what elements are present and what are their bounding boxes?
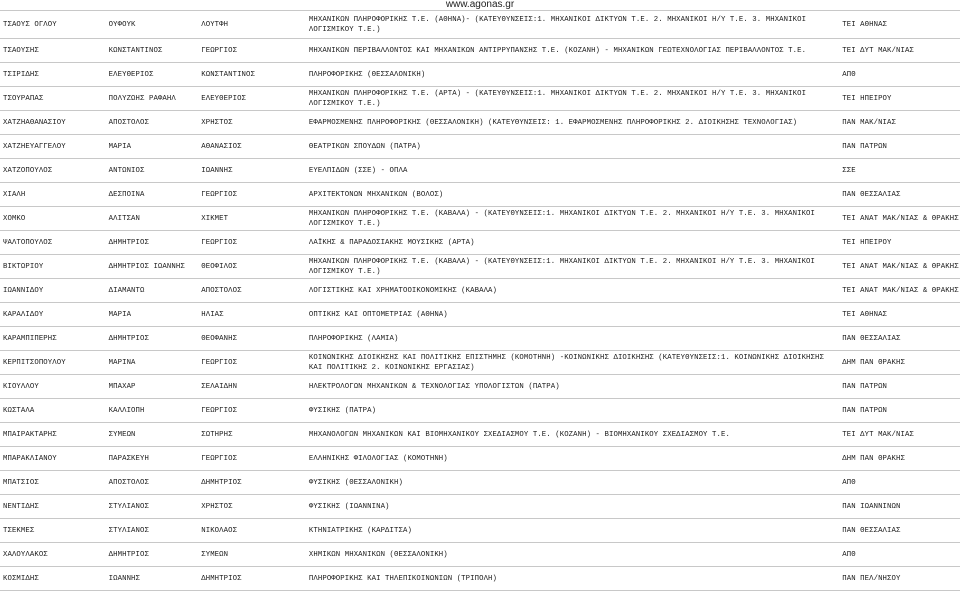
department-cell: ΘΕΑΤΡΙΚΩΝ ΣΠΟΥΔΩΝ (ΠΑΤΡΑ) [306,135,839,159]
first-name-cell: ΣΤΥΛΙΑΝΟΣ [106,519,199,543]
surname-cell: ΚΩΣΤΑΛΑ [0,399,106,423]
department-cell: ΠΛΗΡΟΦΟΡΙΚΗΣ ΚΑΙ ΤΗΛΕΠΙΚΟΙΝΩΝΙΩΝ (ΤΡΙΠΟΛΗ) [306,567,839,591]
surname-cell: ΤΣΟΥΡΑΠΑΣ [0,87,106,111]
first-name-cell: ΣΥΜΕΩΝ [106,423,199,447]
institution-cell: ΠΑΝ ΘΕΣΣΑΛΙΑΣ [839,183,960,207]
table-row [0,327,960,351]
first-name-cell: ΜΑΡΙΝΑ [106,351,199,375]
department-cell: ΛΟΓΙΣΤΙΚΗΣ ΚΑΙ ΧΡΗΜΑΤΟΟΙΚΟΝΟΜΙΚΗΣ (ΚΑΒΑΛΑ) [306,279,839,303]
institution-cell: ΤΕΙ ΗΠΕΙΡΟΥ [839,231,960,255]
department-cell: ΦΥΣΙΚΗΣ (ΠΑΤΡΑ) [306,399,839,423]
first-name-cell: ΑΛΙΤΣΑΝ [106,207,199,231]
institution-cell: ΔΗΜ ΠΑΝ ΘΡΑΚΗΣ [839,351,960,375]
admissions-results-table [0,10,960,591]
institution-cell: ΔΗΜ ΠΑΝ ΘΡΑΚΗΣ [839,447,960,471]
institution-cell: ΑΠΘ [839,543,960,567]
table-row [0,87,960,111]
first-name-cell: ΑΝΤΩΝΙΟΣ [106,159,199,183]
institution-cell: ΠΑΝ ΘΕΣΣΑΛΙΑΣ [839,327,960,351]
first-name-cell: ΕΛΕΥΘΕΡΙΟΣ [106,63,199,87]
department-cell: ΕΛΛΗΝΙΚΗΣ ΦΙΛΟΛΟΓΙΑΣ (ΚΟΜΟΤΗΝΗ) [306,447,839,471]
table-row [0,111,960,135]
surname-cell: ΧΑΛΟΥΛΑΚΟΣ [0,543,106,567]
department-cell: ΦΥΣΙΚΗΣ (ΙΩΑΝΝΙΝΑ) [306,495,839,519]
department-cell: ΚΤΗΝΙΑΤΡΙΚΗΣ (ΚΑΡΔΙΤΣΑ) [306,519,839,543]
department-cell: ΦΥΣΙΚΗΣ (ΘΕΣΣΑΛΟΝΙΚΗ) [306,471,839,495]
father-name-cell: ΓΕΩΡΓΙΟΣ [198,39,306,63]
table-row [0,423,960,447]
department-cell: ΜΗΧΑΝΙΚΩΝ ΠΛΗΡΟΦΟΡΙΚΗΣ Τ.Ε. (ΑΘΗΝΑ)- (ΚΑΤΕΥΘΥΝΣΕΙΣ:1. ΜΗΧΑΝΙΚΟΙ ΔΙΚΤΥΩΝ Τ.Ε. 2. ΜΗΧΑΝΙΚΟΙ Η/Υ Τ.Ε. 3. ΜΗΧΑΝΙΚΟΙ ΛΟΓΙΣΜΙΚΟΥ Τ.Ε.) [306,11,839,39]
institution-cell: ΤΕΙ ΑΘΗΝΑΣ [839,11,960,39]
father-name-cell: ΕΛΕΥΘΕΡΙΟΣ [198,87,306,111]
table-row [0,159,960,183]
first-name-cell: ΟΥΦΟΥΚ [106,11,199,39]
surname-cell: ΚΑΡΑΛΙΔΟΥ [0,303,106,327]
table-row [0,39,960,63]
surname-cell: ΤΣΙΡΙΔΗΣ [0,63,106,87]
father-name-cell: ΙΩΑΝΝΗΣ [198,159,306,183]
table-row [0,351,960,375]
surname-cell: ΤΣΑΟΥΣΗΣ [0,39,106,63]
surname-cell: ΚΕΡΠΙΤΣΟΠΟΥΛΟΥ [0,351,106,375]
department-cell: ΠΛΗΡΟΦΟΡΙΚΗΣ (ΘΕΣΣΑΛΟΝΙΚΗ) [306,63,839,87]
surname-cell: ΙΩΑΝΝΙΔΟΥ [0,279,106,303]
first-name-cell: ΜΑΡΙΑ [106,135,199,159]
institution-cell: ΑΠΘ [839,63,960,87]
father-name-cell: ΑΘΑΝΑΣΙΟΣ [198,135,306,159]
department-cell: ΜΗΧΑΝΙΚΩΝ ΠΛΗΡΟΦΟΡΙΚΗΣ Τ.Ε. (ΚΑΒΑΛΑ) - (ΚΑΤΕΥΘΥΝΣΕΙΣ:1. ΜΗΧΑΝΙΚΟΙ ΔΙΚΤΥΩΝ Τ.Ε. 2. ΜΗΧΑΝΙΚΟΙ Η/Υ Τ.Ε. 3. ΜΗΧΑΝΙΚΟΙ ΛΟΓΙΣΜΙΚΟΥ Τ.Ε.) [306,207,839,231]
department-cell: ΑΡΧΙΤΕΚΤΟΝΩΝ ΜΗΧΑΝΙΚΩΝ (ΒΟΛΟΣ) [306,183,839,207]
first-name-cell: ΔΗΜΗΤΡΙΟΣ ΙΩΑΝΝΗΣ [106,255,199,279]
department-cell: ΜΗΧΑΝΙΚΩΝ ΠΛΗΡΟΦΟΡΙΚΗΣ Τ.Ε. (ΚΑΒΑΛΑ) - (ΚΑΤΕΥΘΥΝΣΕΙΣ:1. ΜΗΧΑΝΙΚΟΙ ΔΙΚΤΥΩΝ Τ.Ε. 2. ΜΗΧΑΝΙΚΟΙ Η/Υ Τ.Ε. 3. ΜΗΧΑΝΙΚΟΙ ΛΟΓΙΣΜΙΚΟΥ Τ.Ε.) [306,255,839,279]
institution-cell: ΤΕΙ ΑΝΑΤ ΜΑΚ/ΝΙΑΣ & ΘΡΑΚΗΣ [839,207,960,231]
first-name-cell: ΔΗΜΗΤΡΙΟΣ [106,231,199,255]
father-name-cell: ΝΙΚΟΛΑΟΣ [198,519,306,543]
results-table-body [0,11,960,591]
table-row [0,447,960,471]
first-name-cell: ΔΕΣΠΟΙΝΑ [106,183,199,207]
first-name-cell: ΠΟΛΥΖΩΗΣ ΡΑΦΑΗΛ [106,87,199,111]
table-row [0,399,960,423]
department-cell: ΠΛΗΡΟΦΟΡΙΚΗΣ (ΛΑΜΙΑ) [306,327,839,351]
father-name-cell: ΘΕΟΦΙΛΟΣ [198,255,306,279]
institution-cell: ΠΑΝ ΠΑΤΡΩΝ [839,135,960,159]
first-name-cell: ΙΩΑΝΝΗΣ [106,567,199,591]
table-row [0,567,960,591]
institution-cell: ΤΕΙ ΑΘΗΝΑΣ [839,303,960,327]
table-row [0,375,960,399]
father-name-cell: ΓΕΩΡΓΙΟΣ [198,183,306,207]
surname-cell: ΚΙΟΥΛΛΟΥ [0,375,106,399]
surname-cell: ΧΑΤΖΗΕΥΑΓΓΕΛΟΥ [0,135,106,159]
department-cell: ΗΛΕΚΤΡΟΛΟΓΩΝ ΜΗΧΑΝΙΚΩΝ & ΤΕΧΝΟΛΟΓΙΑΣ ΥΠΟΛΟΓΙΣΤΩΝ (ΠΑΤΡΑ) [306,375,839,399]
father-name-cell: ΣΩΤΗΡΗΣ [198,423,306,447]
institution-cell: ΠΑΝ ΠΑΤΡΩΝ [839,375,960,399]
table-row [0,207,960,231]
surname-cell: ΜΠΑΡΑΚΛΙΑΝΟΥ [0,447,106,471]
table-row [0,303,960,327]
father-name-cell: ΘΕΟΦΑΝΗΣ [198,327,306,351]
first-name-cell: ΜΠΑΧΑΡ [106,375,199,399]
table-row [0,279,960,303]
table-row [0,495,960,519]
department-cell: ΜΗΧΑΝΟΛΟΓΩΝ ΜΗΧΑΝΙΚΩΝ ΚΑΙ ΒΙΟΜΗΧΑΝΙΚΟΥ ΣΧΕΔΙΑΣΜΟΥ Τ.Ε. (ΚΟΖΑΝΗ) - ΒΙΟΜΗΧΑΝΙΚΟΥ ΣΧΕΔΙΑΣΜΟΥ Τ.Ε. [306,423,839,447]
surname-cell: ΜΠΑΤΣΙΟΣ [0,471,106,495]
surname-cell: ΒΙΚΤΩΡΙΟΥ [0,255,106,279]
institution-cell: ΤΕΙ ΑΝΑΤ ΜΑΚ/ΝΙΑΣ & ΘΡΑΚΗΣ [839,279,960,303]
surname-cell: ΨΑΛΤΟΠΟΥΛΟΣ [0,231,106,255]
table-row [0,135,960,159]
surname-cell: ΧΑΤΖΗΑΘΑΝΑΣΙΟΥ [0,111,106,135]
department-cell: ΧΗΜΙΚΩΝ ΜΗΧΑΝΙΚΩΝ (ΘΕΣΣΑΛΟΝΙΚΗ) [306,543,839,567]
institution-cell: ΠΑΝ ΙΩΑΝΝΙΝΩΝ [839,495,960,519]
institution-cell: ΤΕΙ ΔΥΤ ΜΑΚ/ΝΙΑΣ [839,39,960,63]
department-cell: ΜΗΧΑΝΙΚΩΝ ΠΕΡΙΒΑΛΛΟΝΤΟΣ ΚΑΙ ΜΗΧΑΝΙΚΩΝ ΑΝΤΙΡΡΥΠΑΝΣΗΣ Τ.Ε. (ΚΟΖΑΝΗ) - ΜΗΧΑΝΙΚΩΝ ΓΕΩΤΕΧΝΟΛΟΓΙΑΣ ΠΕΡΙΒΑΛΛΟΝΤΟΣ Τ.Ε. [306,39,839,63]
father-name-cell: ΔΗΜΗΤΡΙΟΣ [198,471,306,495]
father-name-cell: ΧΡΗΣΤΟΣ [198,495,306,519]
institution-cell: ΤΕΙ ΔΥΤ ΜΑΚ/ΝΙΑΣ [839,423,960,447]
surname-cell: ΝΕΝΤΙΔΗΣ [0,495,106,519]
department-cell: ΛΑΪΚΗΣ & ΠΑΡΑΔΟΣΙΑΚΗΣ ΜΟΥΣΙΚΗΣ (ΑΡΤΑ) [306,231,839,255]
father-name-cell: ΛΟΥΤΦΗ [198,11,306,39]
surname-cell: ΧΟΜΚΟ [0,207,106,231]
department-cell: ΕΥΕΛΠΙΔΩΝ (ΣΣΕ) - ΟΠΛΑ [306,159,839,183]
surname-cell: ΧΙΑΛΗ [0,183,106,207]
first-name-cell: ΚΩΝΣΤΑΝΤΙΝΟΣ [106,39,199,63]
table-row [0,63,960,87]
father-name-cell: ΓΕΩΡΓΙΟΣ [198,447,306,471]
father-name-cell: ΧΙΚΜΕΤ [198,207,306,231]
department-cell: ΟΠΤΙΚΗΣ ΚΑΙ ΟΠΤΟΜΕΤΡΙΑΣ (ΑΘΗΝΑ) [306,303,839,327]
father-name-cell: ΚΩΝΣΤΑΝΤΙΝΟΣ [198,63,306,87]
first-name-cell: ΑΠΟΣΤΟΛΟΣ [106,111,199,135]
institution-cell: ΠΑΝ ΠΑΤΡΩΝ [839,399,960,423]
father-name-cell: ΣΥΜΕΩΝ [198,543,306,567]
surname-cell: ΚΑΡΑΜΠΙΠΕΡΗΣ [0,327,106,351]
father-name-cell: ΓΕΩΡΓΙΟΣ [198,351,306,375]
surname-cell: ΚΟΣΜΙΔΗΣ [0,567,106,591]
institution-cell: ΑΠΘ [839,471,960,495]
first-name-cell: ΔΗΜΗΤΡΙΟΣ [106,327,199,351]
first-name-cell: ΔΙΑΜΑΝΤΩ [106,279,199,303]
father-name-cell: ΗΛΙΑΣ [198,303,306,327]
table-row [0,543,960,567]
institution-cell: ΤΕΙ ΑΝΑΤ ΜΑΚ/ΝΙΑΣ & ΘΡΑΚΗΣ [839,255,960,279]
father-name-cell: ΣΕΛΑΙΔΗΝ [198,375,306,399]
surname-cell: ΧΑΤΖΟΠΟΥΛΟΣ [0,159,106,183]
department-cell: ΚΟΙΝΩΝΙΚΗΣ ΔΙΟΙΚΗΣΗΣ ΚΑΙ ΠΟΛΙΤΙΚΗΣ ΕΠΙΣΤΗΜΗΣ (ΚΟΜΟΤΗΝΗ) -ΚΟΙΝΩΝΙΚΗΣ ΔΙΟΙΚΗΣΗΣ (ΚΑΤΕΥΘΥΝΣΕΙΣ:1. ΚΟΙΝΩΝΙΚΗΣ ΔΙΟΙΚΗΣΗΣ ΚΑΙ ΠΟΛΙΤΙΚΗΣ 2. ΚΟΙΝΩΝΙΚΗΣ ΕΡΓΑΣΙΑΣ) [306,351,839,375]
first-name-cell: ΔΗΜΗΤΡΙΟΣ [106,543,199,567]
first-name-cell: ΚΑΛΛΙΟΠΗ [106,399,199,423]
table-row [0,255,960,279]
table-row [0,183,960,207]
surname-cell: ΜΠΑΙΡΑΚΤΑΡΗΣ [0,423,106,447]
institution-cell: ΠΑΝ ΠΕΛ/ΝΗΣΟΥ [839,567,960,591]
first-name-cell: ΑΠΟΣΤΟΛΟΣ [106,471,199,495]
surname-cell: ΤΣΑΟΥΣ ΟΓΛΟΥ [0,11,106,39]
father-name-cell: ΑΠΟΣΤΟΛΟΣ [198,279,306,303]
department-cell: ΜΗΧΑΝΙΚΩΝ ΠΛΗΡΟΦΟΡΙΚΗΣ Τ.Ε. (ΑΡΤΑ) - (ΚΑΤΕΥΘΥΝΣΕΙΣ:1. ΜΗΧΑΝΙΚΟΙ ΔΙΚΤΥΩΝ Τ.Ε. 2. ΜΗΧΑΝΙΚΟΙ Η/Υ Τ.Ε. 3. ΜΗΧΑΝΙΚΟΙ ΛΟΓΙΣΜΙΚΟΥ Τ.Ε.) [306,87,839,111]
institution-cell: ΠΑΝ ΜΑΚ/ΝΙΑΣ [839,111,960,135]
first-name-cell: ΠΑΡΑΣΚΕΥΗ [106,447,199,471]
first-name-cell: ΜΑΡΙΑ [106,303,199,327]
institution-cell: ΤΕΙ ΗΠΕΙΡΟΥ [839,87,960,111]
surname-cell: ΤΣΕΚΜΕΣ [0,519,106,543]
table-row [0,471,960,495]
institution-cell: ΣΣΕ [839,159,960,183]
father-name-cell: ΓΕΩΡΓΙΟΣ [198,231,306,255]
site-url: www.agonas.gr [445,0,515,10]
table-row [0,231,960,255]
institution-cell: ΠΑΝ ΘΕΣΣΑΛΙΑΣ [839,519,960,543]
table-row [0,11,960,39]
father-name-cell: ΔΗΜΗΤΡΙΟΣ [198,567,306,591]
father-name-cell: ΧΡΗΣΤΟΣ [198,111,306,135]
department-cell: ΕΦΑΡΜΟΣΜΕΝΗΣ ΠΛΗΡΟΦΟΡΙΚΗΣ (ΘΕΣΣΑΛΟΝΙΚΗ) (ΚΑΤΕΥΘΥΝΣΕΙΣ: 1. ΕΦΑΡΜΟΣΜΕΝΗΣ ΠΛΗΡΟΦΟΡΙΚΗΣ 2. ΔΙΟΙΚΗΣΗΣ ΤΕΧΝΟΛΟΓΙΑΣ) [306,111,839,135]
table-row [0,519,960,543]
first-name-cell: ΣΤΥΛΙΑΝΟΣ [106,495,199,519]
father-name-cell: ΓΕΩΡΓΙΟΣ [198,399,306,423]
